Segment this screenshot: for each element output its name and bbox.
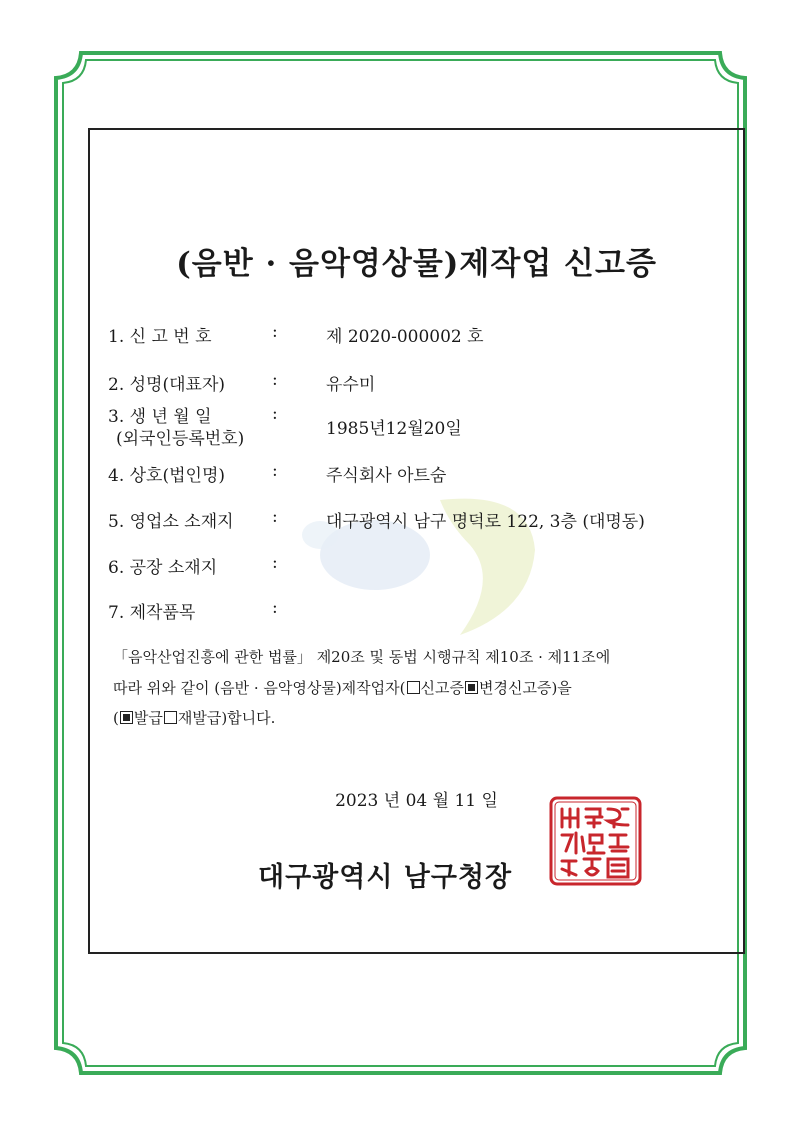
field-sublabel-foreign-id: (외국인등록번호) bbox=[116, 429, 245, 449]
field-label-name: 2. 성명(대표자) bbox=[108, 375, 225, 395]
issue-date: 2023 년 04 월 11 일 bbox=[335, 791, 498, 811]
field-label-office-address: 5. 영업소 소재지 bbox=[108, 512, 234, 532]
option-new-report: 신고증 bbox=[420, 679, 464, 697]
official-seal-stamp bbox=[548, 795, 643, 887]
legal-text-line-1: 「음악산업진흥에 관한 법률」 제20조 및 동법 시행규칙 제10조 · 제11조에 bbox=[113, 648, 611, 666]
checkbox-new-report bbox=[407, 681, 420, 694]
document-title: (음반 · 음악영상물)제작업 신고증 bbox=[176, 246, 657, 282]
field-label-company-name: 4. 상호(법인명) bbox=[108, 466, 225, 486]
field-value-name: 유수미 bbox=[326, 375, 376, 395]
legal-line-2-prefix: 따라 위와 같이 (음반 · 음악영상물)제작업자( bbox=[113, 679, 406, 697]
field-label-factory-address: 6. 공장 소재지 bbox=[108, 558, 218, 578]
field-colon: : bbox=[272, 322, 278, 342]
legal-line-3-suffix: )합니다. bbox=[221, 709, 276, 727]
field-label-birthdate: 3. 생 년 월 일 bbox=[108, 407, 212, 427]
field-colon: : bbox=[272, 507, 278, 527]
option-reissue: 재발급 bbox=[177, 709, 222, 727]
option-change-report: 변경신고증 bbox=[478, 679, 552, 697]
open-paren: ( bbox=[113, 709, 119, 727]
issuer-name: 대구광역시 남구청장 bbox=[258, 862, 513, 893]
field-colon: : bbox=[272, 461, 278, 481]
legal-text-line-2 bbox=[113, 677, 572, 698]
checkbox-reissue bbox=[164, 711, 177, 724]
field-label-report-number: 1. 신 고 번 호 bbox=[108, 327, 212, 347]
field-value-company-name: 주식회사 아트숨 bbox=[326, 466, 447, 486]
legal-line-2-suffix: )을 bbox=[551, 679, 572, 697]
legal-text-line-3 bbox=[113, 707, 275, 728]
field-colon: : bbox=[272, 404, 278, 424]
field-value-birthdate: 1985년12월20일 bbox=[326, 419, 462, 439]
option-issue: 발급 bbox=[133, 709, 163, 727]
field-value-office-address: 대구광역시 남구 명덕로 122, 3층 (대명동) bbox=[326, 512, 645, 532]
field-value-report-number: 제 2020-000002 호 bbox=[326, 327, 484, 347]
field-colon: : bbox=[272, 553, 278, 573]
field-label-product-items: 7. 제작품목 bbox=[108, 603, 196, 623]
checkbox-change-report bbox=[465, 681, 478, 694]
field-colon: : bbox=[272, 370, 278, 390]
field-colon: : bbox=[272, 598, 278, 618]
checkbox-issue bbox=[120, 711, 133, 724]
